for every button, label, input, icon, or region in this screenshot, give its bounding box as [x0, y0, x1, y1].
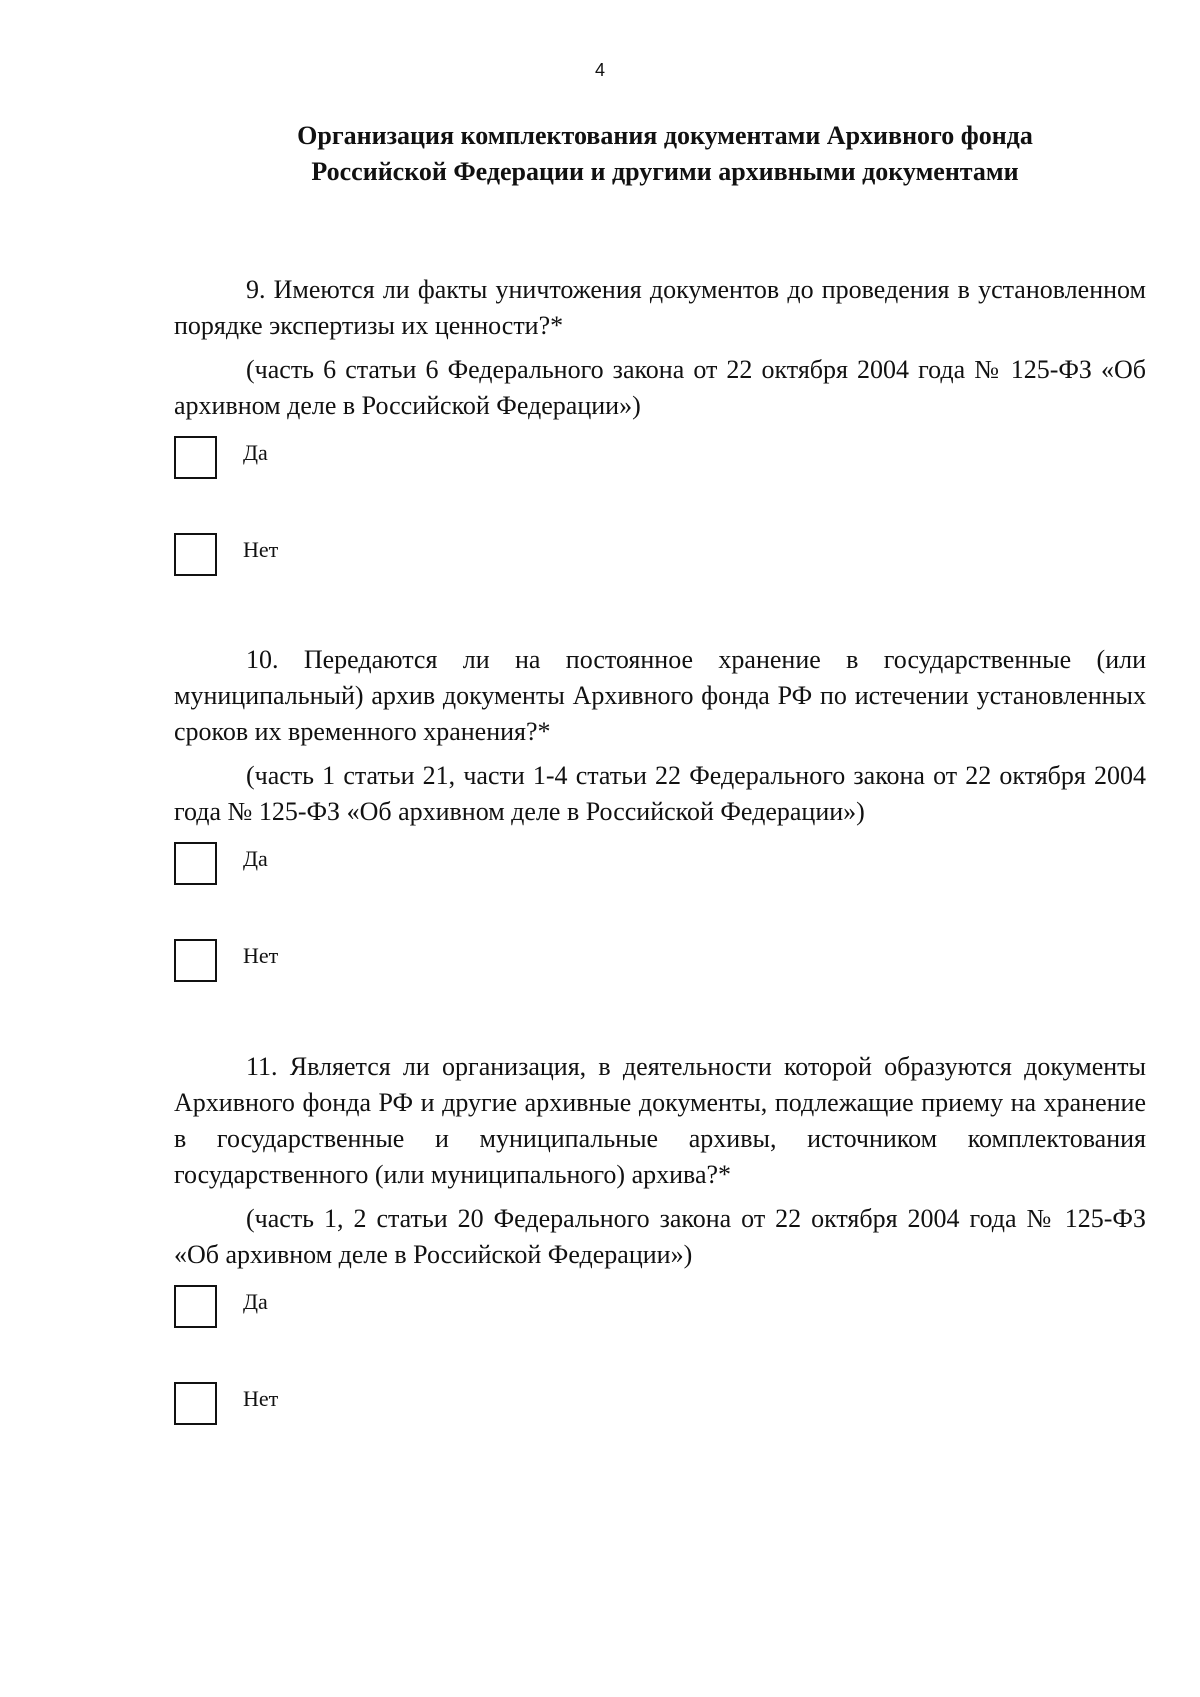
option-no[interactable] — [174, 939, 1146, 987]
option-yes-label: Да — [243, 846, 268, 871]
option-yes-label: Да — [243, 440, 268, 465]
option-yes[interactable] — [174, 842, 1146, 890]
answer-options — [174, 842, 1146, 987]
option-no[interactable] — [174, 1382, 1146, 1430]
option-yes[interactable] — [174, 436, 1146, 484]
question-text: 10. Передаются ли на постоянное хранение в государственные (или муниципальный) архив документы Архивного фонда РФ по истечении установленных сроков их временного хранения?* — [174, 645, 1146, 746]
legal-reference: (часть 1, 2 статьи 20 Федерального закона от 22 октября 2004 года № 125-ФЗ «Об архивном деле в Российской Федерации») — [174, 1204, 1146, 1269]
checkbox-yes[interactable] — [174, 1285, 217, 1328]
option-no-label: Нет — [243, 1386, 279, 1411]
checkbox-no[interactable] — [174, 939, 217, 982]
answer-options — [174, 1285, 1146, 1430]
checkbox-no[interactable] — [174, 1382, 217, 1425]
question-9 — [174, 272, 1146, 581]
option-no-label: Нет — [243, 943, 279, 968]
legal-reference: (часть 6 статьи 6 Федерального закона от 22 октября 2004 года № 125-ФЗ «Об архивном деле в Российской Федерации») — [174, 355, 1146, 420]
option-yes-label: Да — [243, 1289, 268, 1314]
legal-reference: (часть 1 статьи 21, части 1-4 статьи 22 Федерального закона от 22 октября 2004 года № 125-ФЗ «Об архивном деле в Российской Федерации») — [174, 761, 1146, 826]
option-no[interactable] — [174, 533, 1146, 581]
question-10 — [174, 642, 1146, 987]
section-title: Организация комплектования документами Архивного фонда Российской Федерации и другими архивными документами — [297, 121, 1033, 186]
checkbox-yes[interactable] — [174, 436, 217, 479]
question-text: 11. Является ли организация, в деятельности которой образуются документы Архивного фонда РФ и другие архивные документы, подлежащие приему на хранение в государственные и муниципальные архивы, источником комплектования государственного (или муниципального) архива?* — [174, 1052, 1146, 1189]
option-no-label: Нет — [243, 537, 279, 562]
checkbox-yes[interactable] — [174, 842, 217, 885]
checkbox-no[interactable] — [174, 533, 217, 576]
question-11 — [174, 1049, 1146, 1430]
option-yes[interactable] — [174, 1285, 1146, 1333]
answer-options — [174, 436, 1146, 581]
page-number: 4 — [594, 60, 605, 80]
question-text: 9. Имеются ли факты уничтожения документов до проведения в установленном порядке экспертизы их ценности?* — [174, 275, 1146, 340]
